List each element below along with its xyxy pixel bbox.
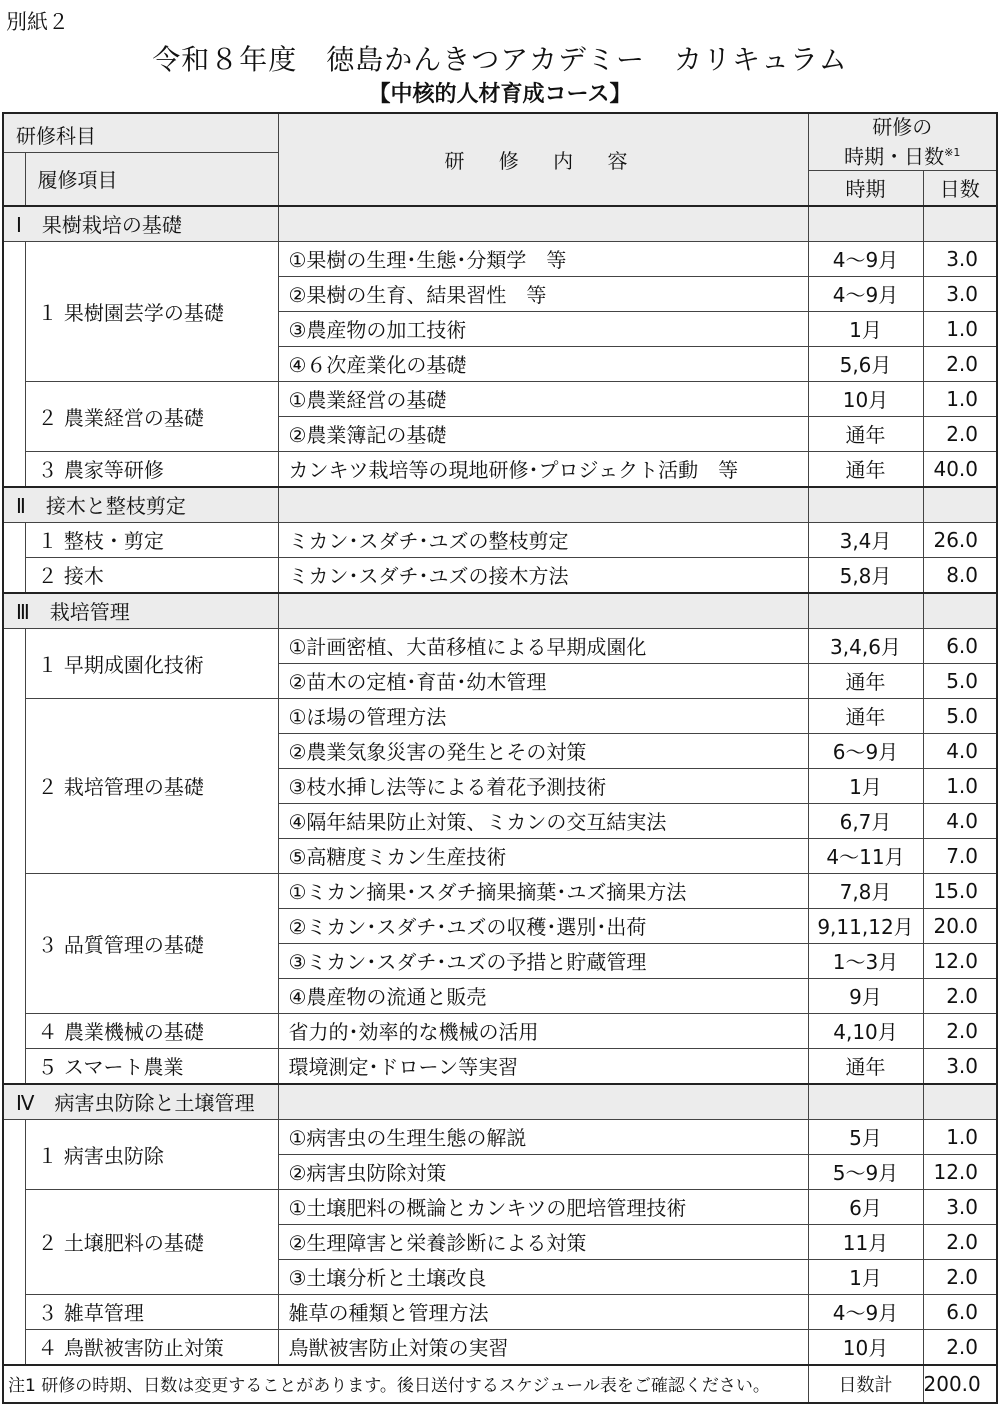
row-period: 10月 — [808, 1329, 923, 1365]
section-period-empty — [808, 593, 923, 629]
row-content: 鳥獣被害防止対策の実習 — [278, 1329, 808, 1365]
row-content: ④６次産業化の基礎 — [278, 346, 808, 381]
row-period: 6月 — [808, 1189, 923, 1224]
footer-row — [3, 1365, 997, 1403]
item-name: １ 早期成園化技術 — [25, 628, 278, 698]
row-period: 通年 — [808, 663, 923, 698]
row-content: ②生理障害と栄養診断による対策 — [278, 1224, 808, 1259]
row-content: ミカン･スダチ･ユズの整枝剪定 — [278, 522, 808, 557]
row-days: 12.0 — [923, 1154, 997, 1189]
header-period: 時期 — [808, 170, 923, 206]
row-days: 2.0 — [923, 1013, 997, 1048]
page-title: 令和８年度 徳島かんきつアカデミー カリキュラム — [152, 43, 848, 76]
item-name: ３ 農家等研修 — [25, 451, 278, 487]
row-content: ①計画密植、大苗移植による早期成園化 — [278, 628, 808, 663]
table-row — [3, 557, 997, 593]
section-label: Ⅳ 病害虫防除と土壌管理 — [3, 1084, 278, 1120]
row-period: 通年 — [808, 451, 923, 487]
item-name: ３ 雑草管理 — [25, 1294, 278, 1329]
table-row — [3, 1119, 997, 1154]
row-period: 1月 — [808, 768, 923, 803]
row-days: 6.0 — [923, 628, 997, 663]
row-content: ②病害虫防除対策 — [278, 1154, 808, 1189]
item-name: ２ 農業経営の基礎 — [25, 381, 278, 451]
row-days: 26.0 — [923, 522, 997, 557]
table-row — [3, 451, 997, 487]
row-period: 5月 — [808, 1119, 923, 1154]
row-content: ④農産物の流通と販売 — [278, 978, 808, 1013]
row-content: カンキツ栽培等の現地研修･プロジェクト活動 等 — [278, 451, 808, 487]
table-row — [3, 1013, 997, 1048]
table-row — [3, 1294, 997, 1329]
row-content: ②果樹の生育、結果習性 等 — [278, 276, 808, 311]
table-row — [3, 698, 997, 733]
row-period: 1月 — [808, 311, 923, 346]
row-content: ①ほ場の管理方法 — [278, 698, 808, 733]
row-days: 4.0 — [923, 733, 997, 768]
header-when — [808, 113, 997, 170]
item-name: ２ 接木 — [25, 557, 278, 593]
item-name: ２ 栽培管理の基礎 — [25, 698, 278, 873]
row-days: 1.0 — [923, 311, 997, 346]
row-content: ③土壌分析と土壌改良 — [278, 1259, 808, 1294]
row-days: 2.0 — [923, 1224, 997, 1259]
footer-note: 注1 研修の時期、日数は変更することがあります。後日送付するスケジュール表をご確認ください。 — [3, 1365, 808, 1403]
section-period-empty — [808, 206, 923, 242]
row-period: 4～11月 — [808, 838, 923, 873]
section-days-empty — [923, 206, 997, 242]
section-gutter — [3, 628, 25, 1084]
row-content: ①土壌肥料の概論とカンキツの肥培管理技術 — [278, 1189, 808, 1224]
row-days: 4.0 — [923, 803, 997, 838]
row-content: ③ミカン･スダチ･ユズの予措と貯蔵管理 — [278, 943, 808, 978]
table-row — [3, 1048, 997, 1084]
row-content: ②ミカン･スダチ･ユズの収穫･選別･出荷 — [278, 908, 808, 943]
section-gutter — [3, 241, 25, 487]
row-content: ミカン･スダチ･ユズの接木方法 — [278, 557, 808, 593]
item-name: １ 果樹園芸学の基礎 — [25, 241, 278, 381]
header-when-line2: 時期・日数 — [844, 144, 945, 169]
row-days: 40.0 — [923, 451, 997, 487]
row-days: 7.0 — [923, 838, 997, 873]
row-days: 6.0 — [923, 1294, 997, 1329]
table-row — [3, 1189, 997, 1224]
row-days: 2.0 — [923, 416, 997, 451]
section-row — [3, 593, 997, 629]
row-days: 12.0 — [923, 943, 997, 978]
row-period: 6～9月 — [808, 733, 923, 768]
section-row — [3, 206, 997, 242]
table-row — [3, 1329, 997, 1365]
row-period: 3,4,6月 — [808, 628, 923, 663]
row-days: 2.0 — [923, 346, 997, 381]
section-period-empty — [808, 487, 923, 523]
row-days: 1.0 — [923, 1119, 997, 1154]
row-period: 通年 — [808, 1048, 923, 1084]
row-days: 2.0 — [923, 1259, 997, 1294]
row-days: 2.0 — [923, 978, 997, 1013]
row-period: 通年 — [808, 698, 923, 733]
row-days: 3.0 — [923, 241, 997, 276]
section-row — [3, 1084, 997, 1120]
header-when-note: ※1 — [944, 146, 961, 159]
row-content: ④隔年結果防止対策、ミカンの交互結実法 — [278, 803, 808, 838]
row-days: 1.0 — [923, 768, 997, 803]
row-period: 9,11,12月 — [808, 908, 923, 943]
row-content: ⑤高糖度ミカン生産技術 — [278, 838, 808, 873]
row-content: ②農業気象災害の発生とその対策 — [278, 733, 808, 768]
row-days: 5.0 — [923, 698, 997, 733]
header-item: 履修項目 — [25, 153, 278, 206]
attachment-label: 別紙２ — [6, 10, 69, 34]
row-period: 5,8月 — [808, 557, 923, 593]
table-row — [3, 873, 997, 908]
row-period: 1月 — [808, 1259, 923, 1294]
row-content: ③農産物の加工技術 — [278, 311, 808, 346]
section-days-empty — [923, 1084, 997, 1120]
row-period: 4～9月 — [808, 1294, 923, 1329]
row-content: ③枝水挿し法等による着花予測技術 — [278, 768, 808, 803]
item-name: ４ 農業機械の基礎 — [25, 1013, 278, 1048]
section-row — [3, 487, 997, 523]
row-days: 15.0 — [923, 873, 997, 908]
row-period: 7,8月 — [808, 873, 923, 908]
header-days: 日数 — [923, 170, 997, 206]
section-days-empty — [923, 593, 997, 629]
row-days: 5.0 — [923, 663, 997, 698]
row-period: 4～9月 — [808, 276, 923, 311]
header-when-line1: 研修の — [872, 115, 933, 139]
row-period: 4～9月 — [808, 241, 923, 276]
section-label: Ⅲ 栽培管理 — [3, 593, 278, 629]
row-period: 3,4月 — [808, 522, 923, 557]
item-name: ４ 鳥獣被害防止対策 — [25, 1329, 278, 1365]
row-period: 1～3月 — [808, 943, 923, 978]
row-content: 環境測定･ドローン等実習 — [278, 1048, 808, 1084]
row-content: ①農業経営の基礎 — [278, 381, 808, 416]
curriculum-table — [2, 112, 998, 1404]
item-name: ５ スマート農業 — [25, 1048, 278, 1084]
row-content: 省力的･効率的な機械の活用 — [278, 1013, 808, 1048]
section-days-empty — [923, 487, 997, 523]
section-content-empty — [278, 593, 808, 629]
row-period: 5～9月 — [808, 1154, 923, 1189]
row-period: 6,7月 — [808, 803, 923, 838]
section-label: Ⅰ 果樹栽培の基礎 — [3, 206, 278, 242]
row-content: ①病害虫の生理生態の解説 — [278, 1119, 808, 1154]
item-name: ３ 品質管理の基礎 — [25, 873, 278, 1013]
row-days: 20.0 — [923, 908, 997, 943]
table-row — [3, 241, 997, 276]
row-period: 5,6月 — [808, 346, 923, 381]
header-gutter — [3, 153, 25, 206]
row-days: 3.0 — [923, 1189, 997, 1224]
row-content: ①ミカン摘果･スダチ摘果摘葉･ユズ摘果方法 — [278, 873, 808, 908]
page-subtitle: 【中核的人材育成コース】 — [368, 82, 632, 107]
section-gutter — [3, 1119, 25, 1365]
section-content-empty — [278, 206, 808, 242]
row-content: 雑草の種類と管理方法 — [278, 1294, 808, 1329]
row-period: 11月 — [808, 1224, 923, 1259]
total-value: 200.0 — [923, 1365, 997, 1403]
item-name: ２ 土壌肥料の基礎 — [25, 1189, 278, 1294]
section-content-empty — [278, 487, 808, 523]
row-period: 9月 — [808, 978, 923, 1013]
row-days: 3.0 — [923, 276, 997, 311]
section-period-empty — [808, 1084, 923, 1120]
row-days: 3.0 — [923, 1048, 997, 1084]
total-label: 日数計 — [808, 1365, 923, 1403]
section-content-empty — [278, 1084, 808, 1120]
section-label: Ⅱ 接木と整枝剪定 — [3, 487, 278, 523]
row-period: 4,10月 — [808, 1013, 923, 1048]
row-content: ①果樹の生理･生態･分類学 等 — [278, 241, 808, 276]
row-content: ②苗木の定植･育苗･幼木管理 — [278, 663, 808, 698]
row-days: 8.0 — [923, 557, 997, 593]
item-name: １ 整枝・剪定 — [25, 522, 278, 557]
header-content: 研 修 内 容 — [278, 113, 808, 206]
header-subject: 研修科目 — [3, 113, 278, 153]
table-row — [3, 522, 997, 557]
table-row — [3, 628, 997, 663]
row-period: 通年 — [808, 416, 923, 451]
table-row — [3, 381, 997, 416]
item-name: １ 病害虫防除 — [25, 1119, 278, 1189]
row-content: ②農業簿記の基礎 — [278, 416, 808, 451]
section-gutter — [3, 522, 25, 593]
row-period: 10月 — [808, 381, 923, 416]
row-days: 2.0 — [923, 1329, 997, 1365]
row-days: 1.0 — [923, 381, 997, 416]
